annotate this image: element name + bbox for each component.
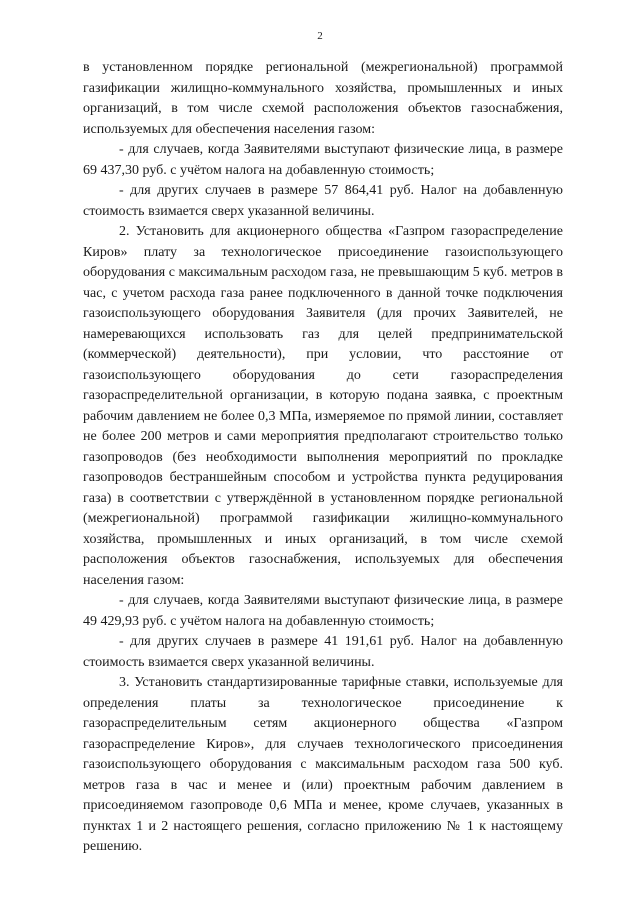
paragraph-individuals-fee-1: - для случаев, когда Заявителями выступают физические лица, в размере 69 437,30 руб. с учётом налога на добавленную стоимость;: [83, 142, 563, 178]
paragraph-individuals-fee-2: - для случаев, когда Заявителями выступают физические лица, в размере 49 429,93 руб. с учётом налога на добавленную стоимость;: [83, 593, 563, 629]
paragraph-other-fee-2: - для других случаев в размере 41 191,61 руб. Налог на добавленную стоимость взимается сверх указанной величины.: [83, 634, 563, 670]
page-number: 2: [317, 30, 323, 42]
paragraph-continuation: в установленном порядке региональной (межрегиональной) программой газификации жилищно-коммунального хозяйства, промышленных и иных организаций, в том числе схемой расположения объектов газоснабжения, используемых для обеспечения населения газом:: [83, 60, 563, 137]
paragraph-item-3: 3. Установить стандартизированные тарифные ставки, используемые для определения платы за технологическое присоединение к газораспределительным сетям акционерного общества «Газпром газораспределение Киров», для случаев технологического присоединения газоиспользующего оборудования с максимальным расходом газа 500 куб. метров газа в час и менее и (или) проектным рабочим давлением в присоединяемом газопроводе 0,6 МПа и менее, кроме случаев, указанных в пунктах 1 и 2 настоящего решения, согласно приложению № 1 к настоящему решению.: [83, 675, 563, 854]
document-body: [83, 58, 563, 858]
paragraph-item-2: 2. Установить для акционерного общества «Газпром газораспределение Киров» плату за технологическое присоединение газоиспользующего оборудования с максимальным расходом газа, не превышающим 5 куб. метров в час, с учетом расхода газа ранее подключенного в данной точке подключения газоиспользующего оборудования Заявителя (для прочих Заявителей, не намеревающихся использовать газ для целей предпринимательской (коммерческой) деятельности), при условии, что расстояние от газоиспользующего оборудования до сети газораспределения газораспределительной организации, в которую подана заявка, с проектным рабочим давлением не более 0,3 МПа, измеряемое по прямой линии, составляет не более 200 метров и сами мероприятия предполагают строительство только газопроводов (без необходимости выполнения мероприятий по прокладке газопроводов бестраншейным способом и устройства пункта редуцирования газа) в соответствии с утверждённой в установленном порядке региональной (межрегиональной) программой газификации жилищно-коммунального хозяйства, промышленных и иных организаций, в том числе схемой расположения объектов газоснабжения, используемых для обеспечения населения газом:: [83, 224, 563, 588]
paragraph-other-fee-1: - для других случаев в размере 57 864,41 руб. Налог на добавленную стоимость взимается сверх указанной величины.: [83, 183, 563, 219]
